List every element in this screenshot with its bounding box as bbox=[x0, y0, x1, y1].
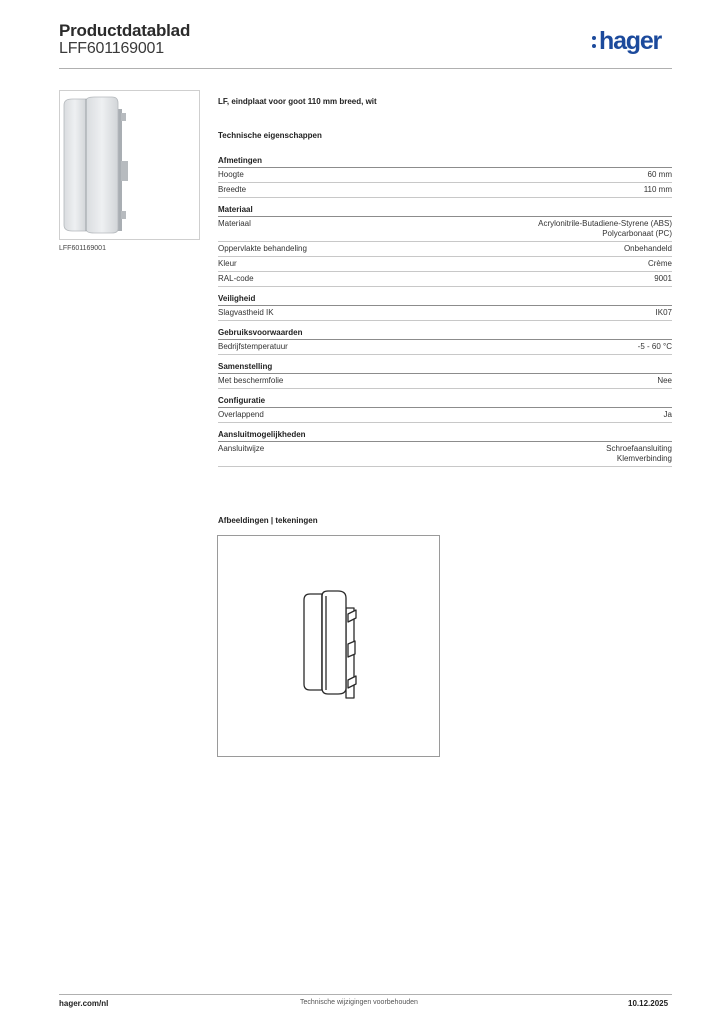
spec-value: -5 - 60 °C bbox=[637, 342, 672, 351]
spec-label: Materiaal bbox=[218, 219, 251, 228]
spec-value: 60 mm bbox=[647, 170, 672, 179]
spec-heading: Materiaal bbox=[218, 205, 672, 217]
spec-row bbox=[218, 374, 672, 389]
product-photo-caption: LFF601169001 bbox=[59, 245, 106, 252]
spec-value: Nee bbox=[657, 376, 672, 385]
spec-row bbox=[218, 242, 672, 257]
spec-value: Schroefaansluiting Klemverbinding bbox=[606, 444, 672, 463]
product-description: LF, eindplaat voor goot 110 mm breed, wit bbox=[218, 97, 377, 106]
spec-heading: Samenstelling bbox=[218, 362, 672, 374]
product-code: LFF601169001 bbox=[59, 40, 164, 57]
spec-heading: Configuratie bbox=[218, 396, 672, 408]
logo-text: hager bbox=[599, 27, 662, 55]
spec-value: Ja bbox=[663, 410, 672, 419]
spec-section-material bbox=[218, 205, 672, 287]
spec-row bbox=[218, 257, 672, 272]
spec-row bbox=[218, 272, 672, 287]
spec-row bbox=[218, 168, 672, 183]
spec-section-configuration bbox=[218, 396, 672, 423]
spec-label: Kleur bbox=[218, 259, 237, 268]
end-plate-photo-icon bbox=[60, 91, 199, 239]
header-divider bbox=[59, 68, 672, 69]
spec-value: IK07 bbox=[655, 308, 672, 317]
logo-mark-icon bbox=[592, 33, 597, 51]
spec-row bbox=[218, 217, 672, 242]
spec-value: Onbehandeld bbox=[623, 244, 672, 253]
footer-disclaimer: Technische wijzigingen voorbehouden bbox=[300, 999, 418, 1006]
spec-label: Hoogte bbox=[218, 170, 244, 179]
spec-section-safety bbox=[218, 294, 672, 321]
product-photo bbox=[59, 90, 200, 240]
spec-label: Slagvastheid IK bbox=[218, 308, 274, 317]
spec-label: Bedrijfstemperatuur bbox=[218, 342, 288, 351]
spec-label: Breedte bbox=[218, 185, 247, 194]
spec-heading: Veiligheid bbox=[218, 294, 672, 306]
images-drawings-title: Afbeeldingen | tekeningen bbox=[218, 516, 318, 525]
spec-heading: Gebruiksvoorwaarden bbox=[218, 328, 672, 340]
spec-label: Oppervlakte behandeling bbox=[218, 244, 307, 253]
spec-value: 9001 bbox=[654, 274, 672, 283]
spec-section-composition bbox=[218, 362, 672, 389]
spec-section-usage-conditions bbox=[218, 328, 672, 355]
spec-row bbox=[218, 183, 672, 198]
spec-row bbox=[218, 442, 672, 467]
specifications-table bbox=[218, 156, 672, 474]
footer-divider bbox=[59, 994, 672, 995]
end-plate-drawing-icon bbox=[218, 536, 439, 756]
spec-value: 110 mm bbox=[643, 185, 672, 194]
page-title: Productdatablad bbox=[59, 21, 191, 40]
spec-row bbox=[218, 306, 672, 321]
product-drawing bbox=[217, 535, 440, 757]
spec-value: Crème bbox=[647, 259, 672, 268]
spec-heading: Afmetingen bbox=[218, 156, 672, 168]
spec-section-connection-options bbox=[218, 430, 672, 467]
spec-label: Met beschermfolie bbox=[218, 376, 284, 385]
spec-value: Acrylonitrile-Butadiene-Styrene (ABS) Polycarbonaat (PC) bbox=[538, 219, 672, 238]
spec-label: Aansluitwijze bbox=[218, 444, 265, 453]
technical-properties-title: Technische eigenschappen bbox=[218, 131, 322, 140]
spec-label: RAL-code bbox=[218, 274, 254, 283]
spec-row bbox=[218, 408, 672, 423]
footer-date: 10.12.2025 bbox=[628, 999, 669, 1008]
spec-heading: Aansluitmogelijkheden bbox=[218, 430, 672, 442]
spec-section-dimensions bbox=[218, 156, 672, 198]
footer-website-link[interactable]: hager.com/nl bbox=[59, 999, 109, 1008]
hager-logo[interactable] bbox=[592, 27, 661, 56]
spec-label: Overlappend bbox=[218, 410, 264, 419]
spec-row bbox=[218, 340, 672, 355]
